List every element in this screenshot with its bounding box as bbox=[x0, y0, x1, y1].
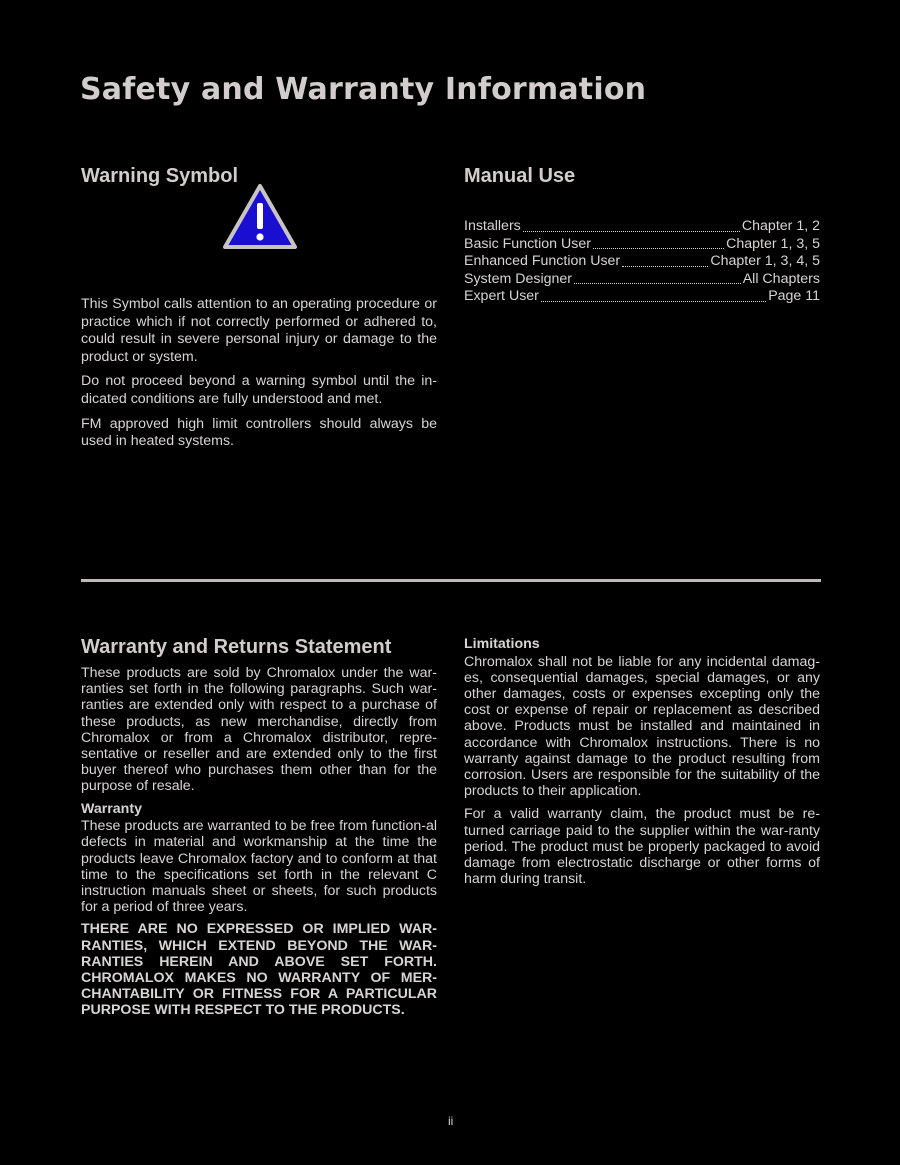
warranty-intro: These products are sold by Chromalox under the war-ranties set forth in the following paragraphs. Such war-ranties are extended only with respect to a purchase of these products, as new merchandise, directly from Chromalox or from a Chromalox distributor, repre-sentative or reseller and are extended only to the first buyer thereof who purchases them other than for the purpose of resale. bbox=[81, 665, 437, 795]
manual-use-entry bbox=[464, 218, 820, 236]
entry-label: Expert User bbox=[464, 288, 539, 305]
warning-heading: Warning Symbol bbox=[81, 165, 239, 187]
warranty-subheading: Warranty bbox=[81, 800, 142, 817]
entry-value: Page 11 bbox=[768, 288, 820, 305]
entry-value: Chapter 1, 2 bbox=[741, 218, 820, 234]
limitations-section bbox=[464, 636, 820, 894]
page-number: ii bbox=[448, 1114, 454, 1128]
manual-use-entry bbox=[464, 271, 820, 289]
entry-label: Enhanced Function User bbox=[464, 253, 621, 270]
manual-use-section bbox=[464, 165, 820, 305]
warning-text bbox=[81, 296, 437, 458]
limitations-text: Chromalox shall not be liable for any incidental damag-es, consequential damages, special damages, or any other damages, costs or expenses excepting only the cost or expense of repair or replacement as described above. Products must be installed and maintained in accordance with Chromalox instructions. There is no warranty against damage to the product resulting from corrosion. Users are responsible for the suitability of the products to their application. bbox=[464, 653, 820, 800]
warranty-text: These products are warranted to be free from function-al defects in material and workmanship at the time the products leave Chromalox factory and to conform at that time to the specifications set forth in the relevant C instruction manuals sheet or sheets, for such products for a period of three years. bbox=[81, 818, 437, 916]
manual-use-entry bbox=[464, 253, 820, 271]
manual-use-entry bbox=[464, 288, 820, 306]
warning-paragraph: This Symbol calls attention to an operating procedure or practice which if not correctly performed or adhered to, could result in severe personal injury or damage to the product or system. bbox=[81, 296, 437, 365]
warning-paragraph: Do not proceed beyond a warning symbol until the in-dicated conditions are fully understood and met. bbox=[81, 373, 437, 407]
warranty-heading: Warranty and Returns Statement bbox=[81, 636, 392, 658]
page-title: Safety and Warranty Information bbox=[80, 72, 647, 107]
warranty-disclaimer: THERE ARE NO EXPRESSED OR IMPLIED WAR-RANTIES, WHICH EXTEND BEYOND THE WAR-RANTIES HEREIN AND ABOVE SET FORTH. CHROMALOX MAKES NO WARRANTY OF MER-CHANTABILITY OR FITNESS FOR A PARTICULAR PURPOSE WITH RESPECT TO THE PRODUCTS. bbox=[81, 921, 437, 1019]
section-divider bbox=[81, 579, 821, 582]
warning-section bbox=[81, 165, 437, 450]
warning-paragraph: FM approved high limit controllers should always be used in heated systems. bbox=[81, 415, 437, 450]
warranty-section bbox=[81, 636, 437, 1019]
warning-triangle-icon bbox=[222, 183, 298, 251]
entry-label: System Designer bbox=[464, 270, 573, 287]
entry-label: Installers bbox=[464, 218, 521, 234]
entry-value: Chapter 1, 3, 5 bbox=[726, 235, 820, 252]
warranty-claim-text: For a valid warranty claim, the product must be re-turned carriage paid to the supplier within the war-ranty period. The product must be properly packaged to avoid damage from electrostatic discharge or other forms of harm during transit. bbox=[464, 806, 820, 888]
limitations-heading: Limitations bbox=[464, 636, 540, 652]
manual-use-heading: Manual Use bbox=[464, 165, 576, 187]
entry-value: Chapter 1, 3, 4, 5 bbox=[710, 253, 820, 270]
manual-use-list bbox=[464, 218, 820, 306]
manual-use-entry bbox=[464, 236, 820, 254]
entry-value: All Chapters bbox=[742, 270, 820, 287]
entry-label: Basic Function User bbox=[464, 235, 591, 252]
